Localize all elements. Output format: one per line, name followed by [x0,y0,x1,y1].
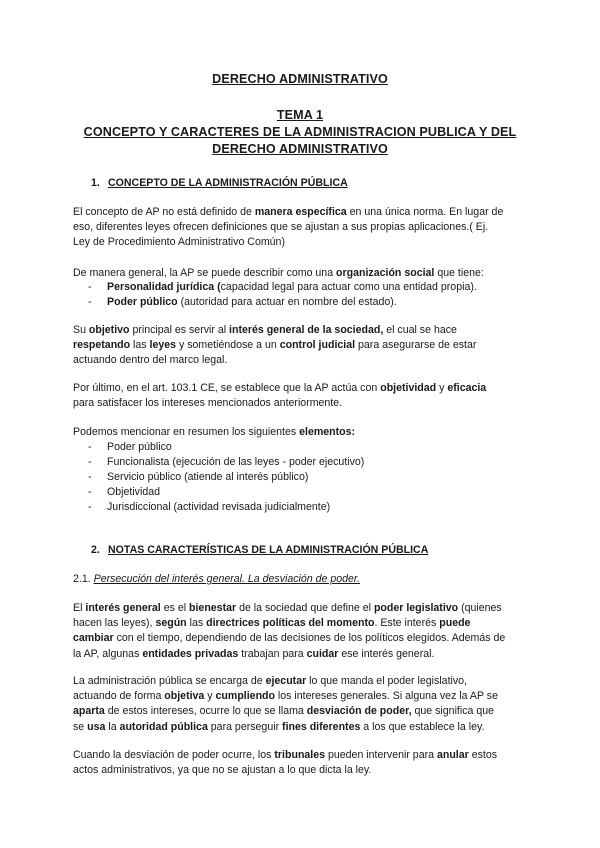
text-run: para perseguir [207,720,283,733]
text-run: Por último, en el art. 103.1 CE, se establece que la AP actúa con [73,382,381,394]
bold-run: puede [439,617,471,630]
text-run: hacen las leyes), [73,617,156,630]
text-run: la AP, algunas [73,647,143,660]
section-2-number: 2. [91,544,100,556]
bold-run: cumpliendo [215,690,275,703]
text-run: las [186,617,207,630]
bold-run: cambiar [73,632,114,645]
bold-run: control judicial [279,339,356,352]
subsection-2-1-heading [73,572,360,587]
text-run: actuando de forma [73,690,165,703]
document-title: DERECHO ADMINISTRATIVO [212,72,388,86]
bold-run: objetividad [380,382,437,394]
bold-run: aparta [73,705,105,718]
bold-run: objetivo [88,324,130,336]
section-1-paragraph-4 [73,381,533,411]
bold-run: organización social [336,267,435,279]
text-run: principal es servir al [129,324,230,336]
bold-run: cuidar [306,647,339,660]
text-run: El [73,602,86,614]
text-run: para satisfacer los intereses mencionados anteriormente. [73,397,343,410]
text-run: La administración pública se encarga de [73,675,266,687]
text-run: estos [468,749,498,761]
bold-run: bienestar [189,602,237,614]
bold-run: objetiva [164,690,205,703]
text-run: ese interés general. [338,647,435,660]
tema-title-line-1: CONCEPTO Y CARACTERES DE LA ADMINISTRACION PUBLICA Y DEL [83,125,517,139]
text-run: actos administrativos, ya que no se ajustan a lo que dicta la ley. [73,764,372,777]
text-run: con el tiempo, dependiendo de las decisiones de los políticos elegidos. Además de [113,632,506,645]
bold-run: directrices políticas del momento [206,617,375,630]
list-dash: - [88,456,92,468]
text-run: de estos intereses, ocurre lo que se llama [104,705,307,718]
text-run: los intereses generales. Si alguna vez la AP se [274,690,498,703]
section-2-heading [91,544,428,556]
list-item-text: Objetividad [107,486,160,498]
tema-number: TEMA 1 [276,108,324,122]
text-run: las [130,339,150,352]
bold-run: ejecutar [265,675,307,687]
section-1-paragraph-1 [73,205,533,251]
bold-run: interés general [85,602,161,614]
text-run: El concepto de AP no está definido de [73,206,255,218]
list-dash: - [88,281,92,293]
bold-run: entidades privadas [142,647,239,660]
text-run: y [204,690,216,703]
text-run: y [436,382,448,394]
bold-run: desviación de poder, [306,705,412,718]
bold-run: interés general de la sociedad, [229,324,384,336]
subsection-title: Persecución del interés general. La desviación de poder. [93,573,361,585]
section-2-paragraph-1 [73,601,533,662]
text-run: que significa que [411,705,495,718]
bold-run: Poder público [107,296,178,308]
text-run: a los que establece la ley. [360,720,485,733]
text-run: pueden intervenir para [325,749,437,761]
section-1-paragraph-3 [73,323,533,369]
text-run: se [73,720,88,733]
section-1-number: 1. [91,177,100,189]
list-dash: - [88,471,92,483]
list-item-text: Funcionalista (ejecución de las leyes - poder ejecutivo) [107,456,365,468]
bold-run: anular [436,749,469,761]
bold-run: según [155,617,187,630]
section-2-title: NOTAS CARACTERÍSTICAS DE LA ADMINISTRACIÓN PÚBLICA [108,544,429,556]
text-run: y sometiéndose a un [176,339,280,352]
text-run: (autoridad para actuar en nombre del estado). [177,296,397,308]
list-item-text: Poder público [107,441,172,453]
text-run: De manera general, la AP se puede describir como una [73,267,337,279]
section-1-heading [91,177,348,189]
bold-run: fines diferentes [282,720,361,733]
bold-run: elementos: [299,426,356,438]
section-1-paragraph-2 [73,266,533,281]
bold-run: autoridad pública [119,720,208,733]
text-run: en una única norma. En lugar de [346,206,504,218]
text-run: Ley de Procedimiento Administrativo Común) [73,236,285,249]
list-dash: - [88,501,92,513]
list-item-text: Jurisdiccional (actividad revisada judicialmente) [107,501,331,513]
bold-run: eficacia [447,382,487,394]
text-run: es el [160,602,190,614]
section-2-paragraph-2 [73,674,533,735]
tema-title-line-2: DERECHO ADMINISTRATIVO [212,142,388,156]
subsection-number: 2.1. [73,573,94,585]
text-run: (quienes [458,602,502,614]
list-dash: - [88,486,92,498]
section-2-paragraph-3 [73,748,533,778]
text-run: lo que manda el poder legislativo, [306,675,467,687]
bold-run: Personalidad jurídica ( [107,281,221,293]
text-run: que tiene: [434,267,484,279]
list-dash: - [88,296,92,308]
bold-run: usa [87,720,106,733]
list-item-text: Servicio público (atiende al interés público) [107,471,309,483]
text-run: Podemos mencionar en resumen los siguientes [73,426,300,438]
text-run: capacidad legal para actuar como una entidad propia). [220,281,477,293]
text-run: trabajan para [238,647,307,660]
section-1-paragraph-5 [73,425,533,440]
text-run: el cual se hace [383,324,457,336]
text-run: para asegurarse de estar [355,339,477,352]
text-run: la [105,720,120,733]
text-run: de la sociedad que define el [236,602,374,614]
bold-run: manera específica [254,206,347,218]
text-run: Cuando la desviación de poder ocurre, los [73,749,275,761]
text-run: Su [73,324,89,336]
section-1-title: CONCEPTO DE LA ADMINISTRACIÓN PÚBLICA [108,177,348,189]
text-run: eso, diferentes leyes ofrecen definiciones que se ajustan a sus propias aplicaciones.( Ej. [73,221,489,234]
bold-run: respetando [73,339,131,352]
bold-run: poder legislativo [373,602,459,614]
text-run: . Este interés [374,617,440,630]
bold-run: leyes [149,339,177,352]
bold-run: tribunales [274,749,326,761]
text-run: actuando dentro del marco legal. [73,354,228,367]
list-dash: - [88,441,92,453]
